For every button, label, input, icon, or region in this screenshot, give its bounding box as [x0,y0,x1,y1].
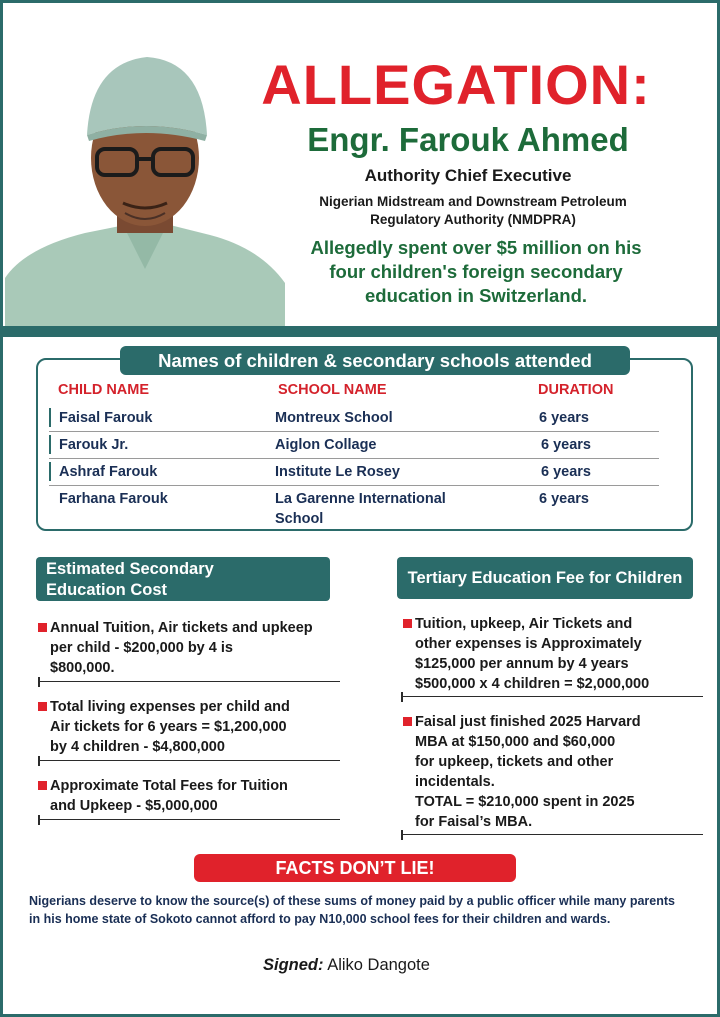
allegation-title: ALLEGATION: [261,53,651,116]
portrait-illustration [5,43,285,326]
title-line: Education Cost [46,581,168,599]
cost-item [50,618,350,678]
child-name: Farhana Farouk [59,491,168,507]
note-line: Nigerians deserve to know the source(s) of these sums of money paid by a public officer while many parents [29,894,675,908]
item-line: Total living expenses per child and [50,699,290,715]
item-line: for Faisal’s MBA. [415,814,533,830]
duration: 6 years [539,410,589,426]
subject-role: Authority Chief Executive [364,166,572,185]
org-line: Regulatory Authority (NMDPRA) [370,212,576,227]
item-divider [401,696,703,697]
item-line: Air tickets for 6 years = $1,200,000 [50,719,287,735]
school-name-continued: School [275,511,324,527]
bullet-marker [38,781,47,790]
duration: 6 years [541,437,591,453]
item-line: $125,000 per annum by 4 years [415,656,629,672]
closing-note [29,893,719,928]
item-line: $800,000. [50,660,115,676]
item-divider [38,681,340,682]
item-line: $500,000 x 4 children = $2,000,000 [415,676,650,692]
cost-item [50,776,350,816]
portrait-photo [5,43,285,326]
item-line: for upkeep, tickets and other [415,754,614,770]
item-line: incidentals. [415,774,495,790]
subject-organization [288,193,658,229]
item-line: other expenses is Approximately [415,636,642,652]
column-header-child: CHILD NAME [58,382,150,398]
cost-item [50,697,350,757]
tertiary-fee-title: Tertiary Education Fee for Children [397,557,693,599]
children-table-title: Names of children & secondary schools attended [120,346,630,375]
allegation-claim [286,236,666,308]
item-line: Annual Tuition, Air tickets and upkeep [50,620,313,636]
school-name: La Garenne International [275,491,446,507]
claim-line: Allegedly spent over $5 million on his [310,237,642,258]
duration: 6 years [541,464,591,480]
item-line: by 4 children - $4,800,000 [50,739,225,755]
facts-banner: FACTS DON’T LIE! [194,854,516,882]
signed-label: Signed: [263,956,324,974]
item-line: and Upkeep - $5,000,000 [50,798,218,814]
claim-line: four children's foreign secondary [329,261,623,282]
bullet-marker [38,702,47,711]
divider-band [3,326,717,337]
child-name: Farouk Jr. [59,437,129,453]
note-line: in his home state of Sokoto cannot afford to pay N10,000 school fees for their children and wards. [29,911,611,926]
school-name: Institute Le Rosey [275,464,400,480]
bullet-marker [403,619,412,628]
row-marker [49,462,51,481]
row-marker [49,435,51,454]
signer-name: Aliko Dangote [327,956,430,974]
claim-line: education in Switzerland. [364,285,588,306]
row-marker [49,408,51,427]
bullet-marker [403,717,412,726]
item-line: Tuition, upkeep, Air Tickets and [415,616,633,632]
duration: 6 years [539,491,589,507]
column-header-duration: DURATION [538,382,614,398]
column-header-school: SCHOOL NAME [278,382,387,398]
school-name: Montreux School [275,410,393,426]
org-line: Nigerian Midstream and Downstream Petroleum [319,194,627,209]
school-name: Aiglon Collage [275,437,377,453]
child-name: Ashraf Farouk [59,464,158,480]
item-divider [401,834,703,835]
title-line: Estimated Secondary [46,560,214,578]
signature-line [263,956,563,975]
subject-name: Engr. Farouk Ahmed [307,121,629,158]
item-line: TOTAL = $210,000 spent in 2025 [415,794,635,810]
child-name: Faisal Farouk [59,410,153,426]
item-divider [38,760,340,761]
fee-item [415,712,715,832]
header [3,3,717,326]
item-line: Faisal just finished 2025 Harvard [415,714,641,730]
item-line: MBA at $150,000 and $60,000 [415,734,616,750]
fee-item [415,614,715,694]
bullet-marker [38,623,47,632]
item-line: per child - $200,000 by 4 is [50,640,233,656]
item-line: Approximate Total Fees for Tuition [50,778,288,794]
secondary-cost-title [36,557,330,601]
item-divider [38,819,340,820]
